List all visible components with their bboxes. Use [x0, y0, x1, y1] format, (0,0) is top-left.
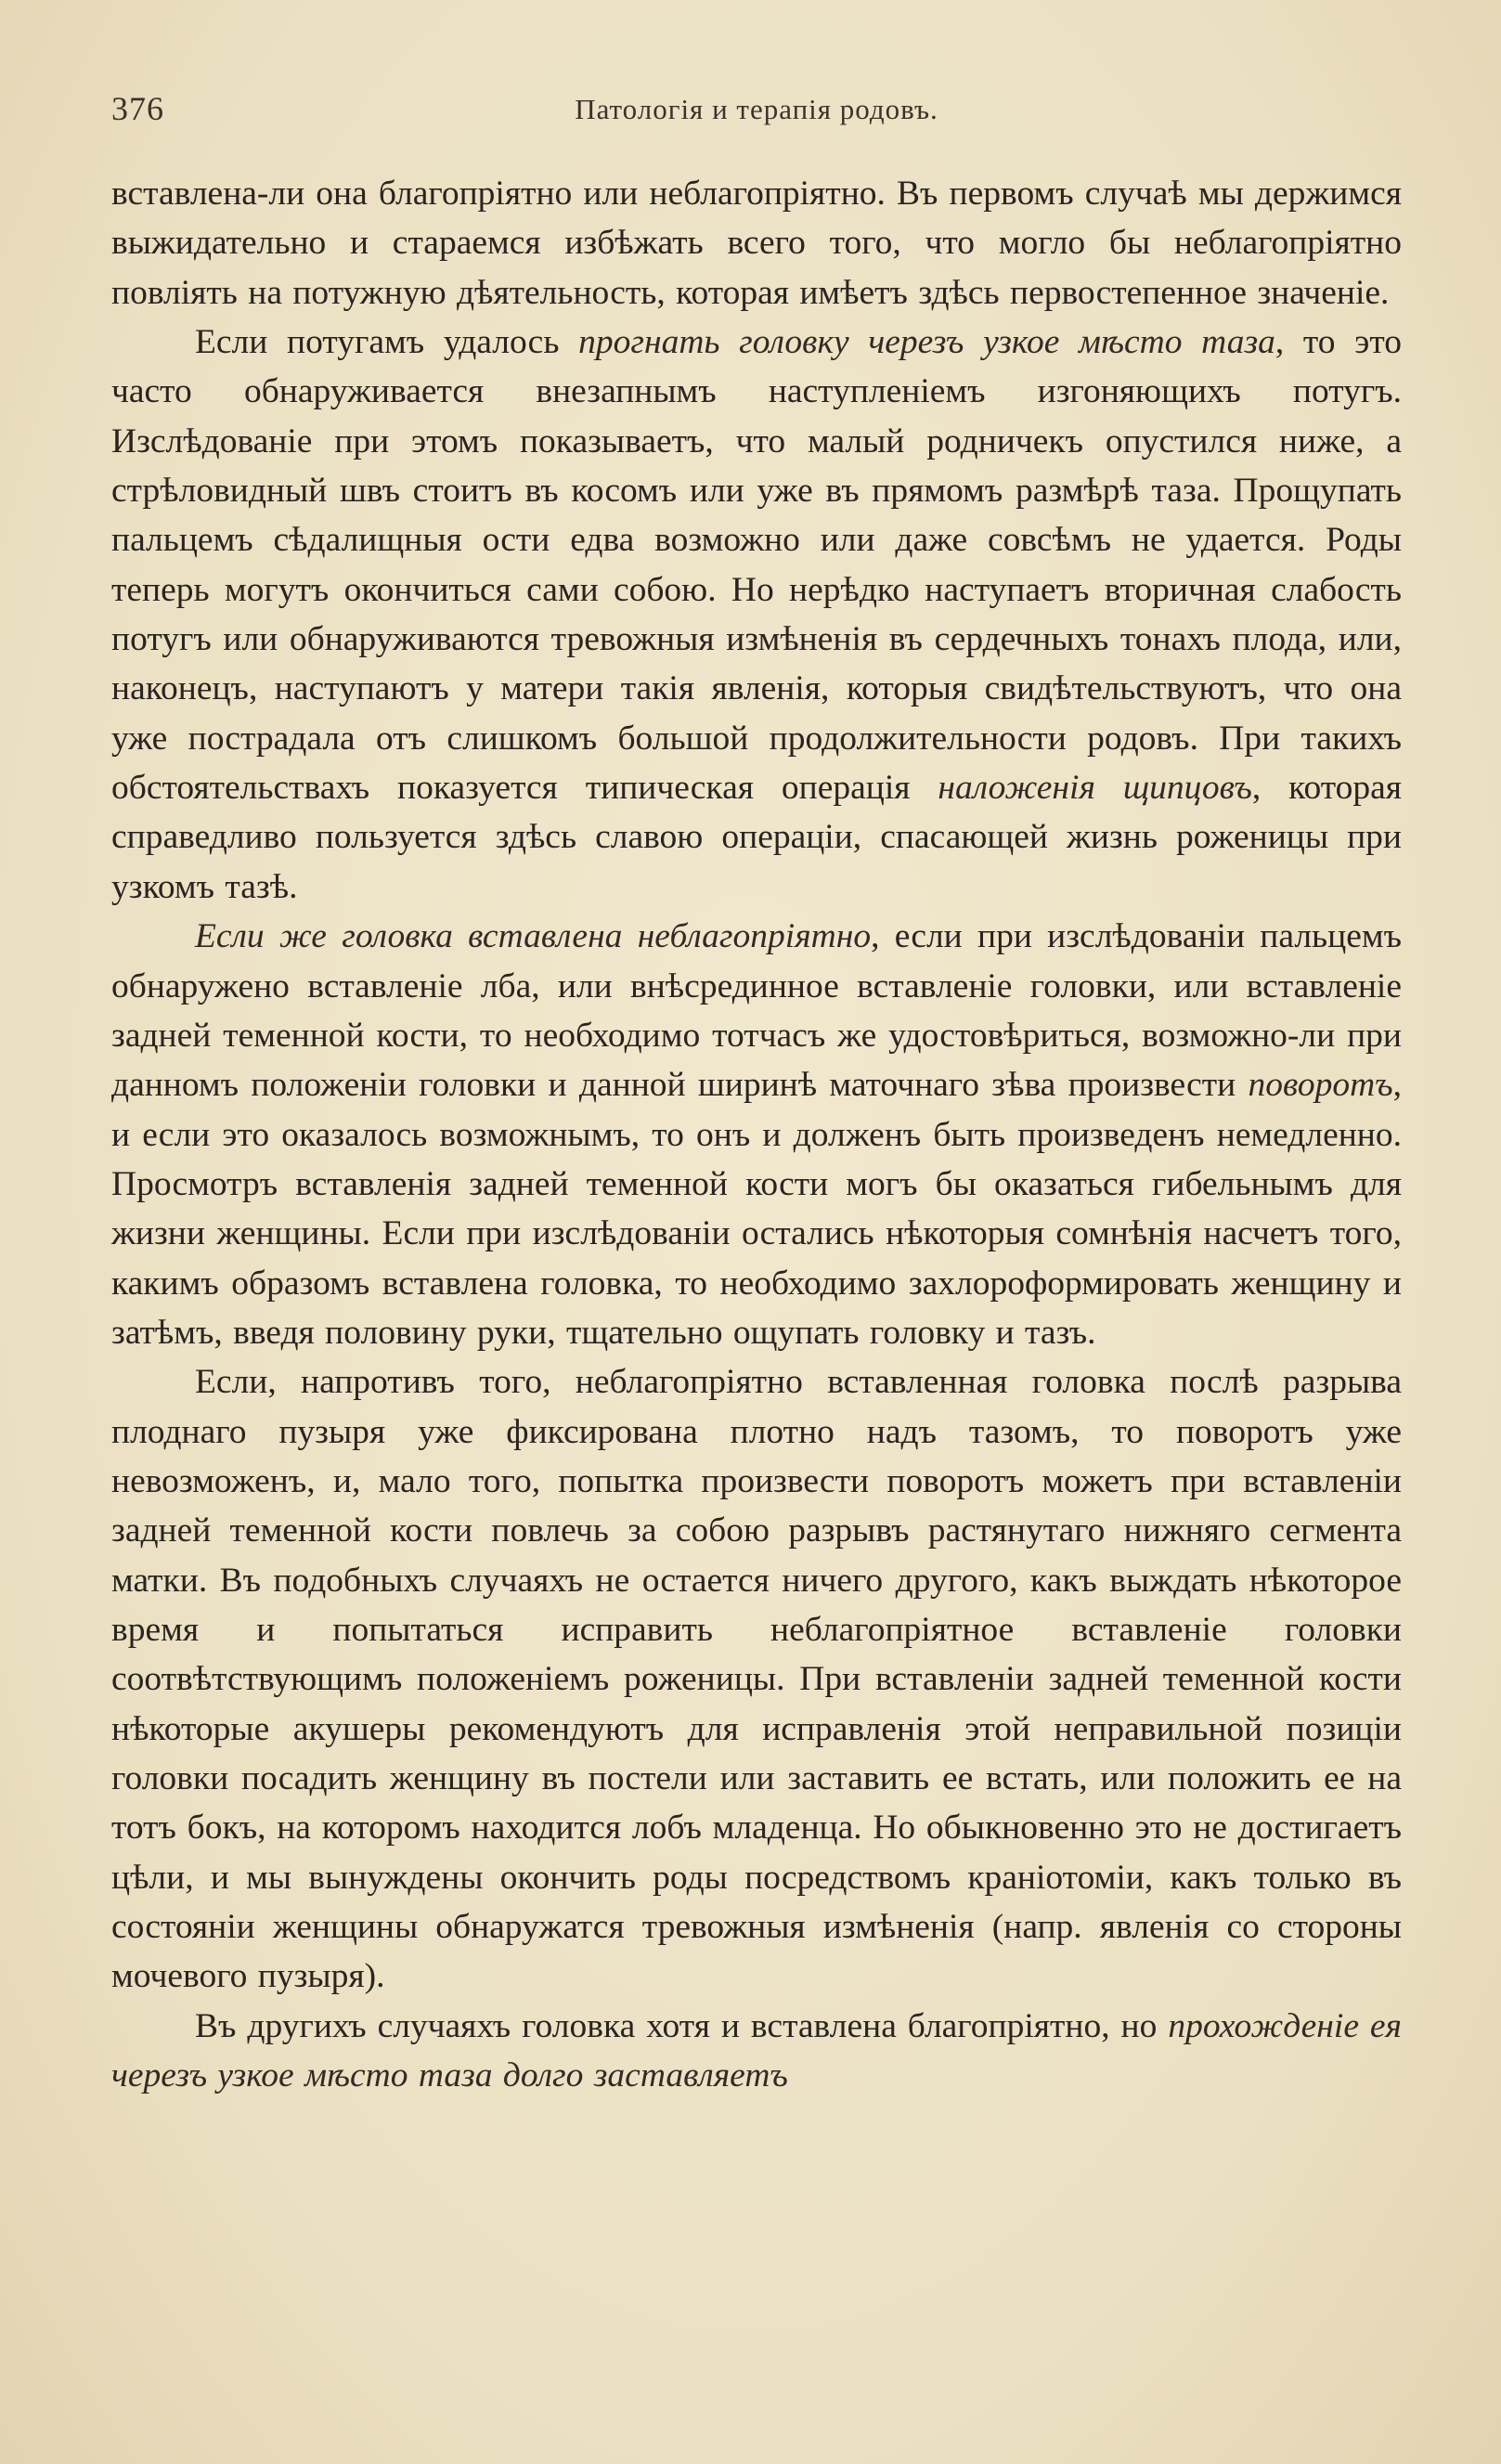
text-run: , то это часто обнаруживается внезапнымъ наступленіемъ изгоняющихъ потугъ. Изслѣдованіе при этомъ показываетъ, что малый родничекъ опустился ниже, а стрѣловидный швъ стоитъ въ косомъ или уже въ прямомъ размѣрѣ таза. Прощупать пальцемъ сѣдалищныя ости едва возможно или даже совсѣмъ не удается. Роды теперь могутъ окончиться сами собою. Но нерѣдко наступаетъ вторичная слабость потугъ или обнаруживаются тревожныя измѣненія въ сердечныхъ тонахъ плода, или, наконецъ, наступаютъ у матери такія явленія, которыя свидѣтельствуютъ, что она уже пострадала отъ слишкомъ большой продолжительности родовъ. При такихъ обстоятельствахъ показуется типическая операція — [111, 323, 1402, 808]
text-run: , и если это оказалось возможнымъ, то онъ и долженъ быть произведенъ немедленно. Просмотръ вставленія задней теменной кости могъ бы оказаться гибельнымъ для жизни женщины. Если при изслѣдованіи остались нѣкоторыя сомнѣнія насчетъ того, какимъ образомъ вставлена головка, то необходимо захлороформировать женщину и затѣмъ, введя половину руки, тщательно ощупать головку и тазъ. — [111, 1066, 1402, 1352]
italic-emphasis: наложенія щипцовъ — [938, 769, 1252, 808]
page-header — [111, 89, 1402, 137]
page-number: 376 — [111, 90, 164, 127]
running-title: Патологія и терапія родовъ. — [575, 93, 938, 125]
text-run: Въ другихъ случаяхъ головка хотя и вставлена благопріятно, но — [195, 2006, 1169, 2045]
italic-emphasis: поворотъ — [1248, 1066, 1393, 1105]
text-run: Если потугамъ удалось — [195, 323, 579, 362]
paragraph-4 — [111, 1357, 1402, 2001]
text-run: вставлена-ли она благопріятно или неблагопріятно. Въ первомъ случаѣ мы держимся выжидательно и стараемся избѣжать всего того, что могло бы неблагопріятно повліять на потужную дѣятельность, которая имѣетъ здѣсь первостепенное значеніе. — [111, 175, 1402, 312]
text-run: Если, напротивъ того, неблагопріятно вставленная головка послѣ разрыва плоднаго пузыря уже фиксирована плотно надъ тазомъ, то поворотъ уже невозможенъ, и, мало того, попытка произвести поворотъ можетъ при вставленіи задней теменной кости повлечь за собою разрывъ растянутаго нижняго сегмента матки. Въ подобныхъ случаяхъ не остается ничего другого, какъ выждать нѣкоторое время и попытаться исправить неблагопріятное вставленіе головки соотвѣтствующимъ положеніемъ роженицы. При вставленіи задней теменной кости нѣкоторые акушеры рекомендуютъ для исправленія этой неправильной позиціи головки посадить женщину въ постели или заставить ее встать, или положить ее на тотъ бокъ, на которомъ находится лобъ младенца. Но обыкновенно это не достигаетъ цѣли, и мы вынуждены окончить роды посредствомъ краніотоміи, какъ только въ состояніи женщины обнаружатся тревожныя измѣненія (напр. явленія со стороны мочевого пузыря). — [111, 1363, 1402, 1996]
italic-emphasis: прохожденіе ея черезъ узкое мѣсто таза долго заставляетъ — [111, 2006, 1402, 2095]
italic-emphasis: прогнать головку черезъ узкое мѣсто таза — [578, 323, 1275, 362]
paragraph-1 — [111, 169, 1402, 318]
paragraph-5 — [111, 2002, 1402, 2101]
paragraph-3 — [111, 912, 1402, 1357]
text-run: , которая справедливо пользуется здѣсь славою операціи, спасающей жизнь роженицы при узкомъ тазѣ. — [111, 769, 1403, 906]
italic-emphasis: Если же головка вставлена неблагопріятно — [195, 917, 872, 956]
text-run: , если при изслѣдованіи пальцемъ обнаружено вставленіе лба, или внѣсрединное вставленіе головки, или вставленіе задней теменной кости, то необходимо тотчасъ же удостовѣриться, возможно-ли при данномъ положеніи головки и данной ширинѣ маточнаго зѣва произвести — [111, 917, 1402, 1105]
paragraph-2 — [111, 318, 1402, 912]
body-text — [111, 169, 1402, 2100]
